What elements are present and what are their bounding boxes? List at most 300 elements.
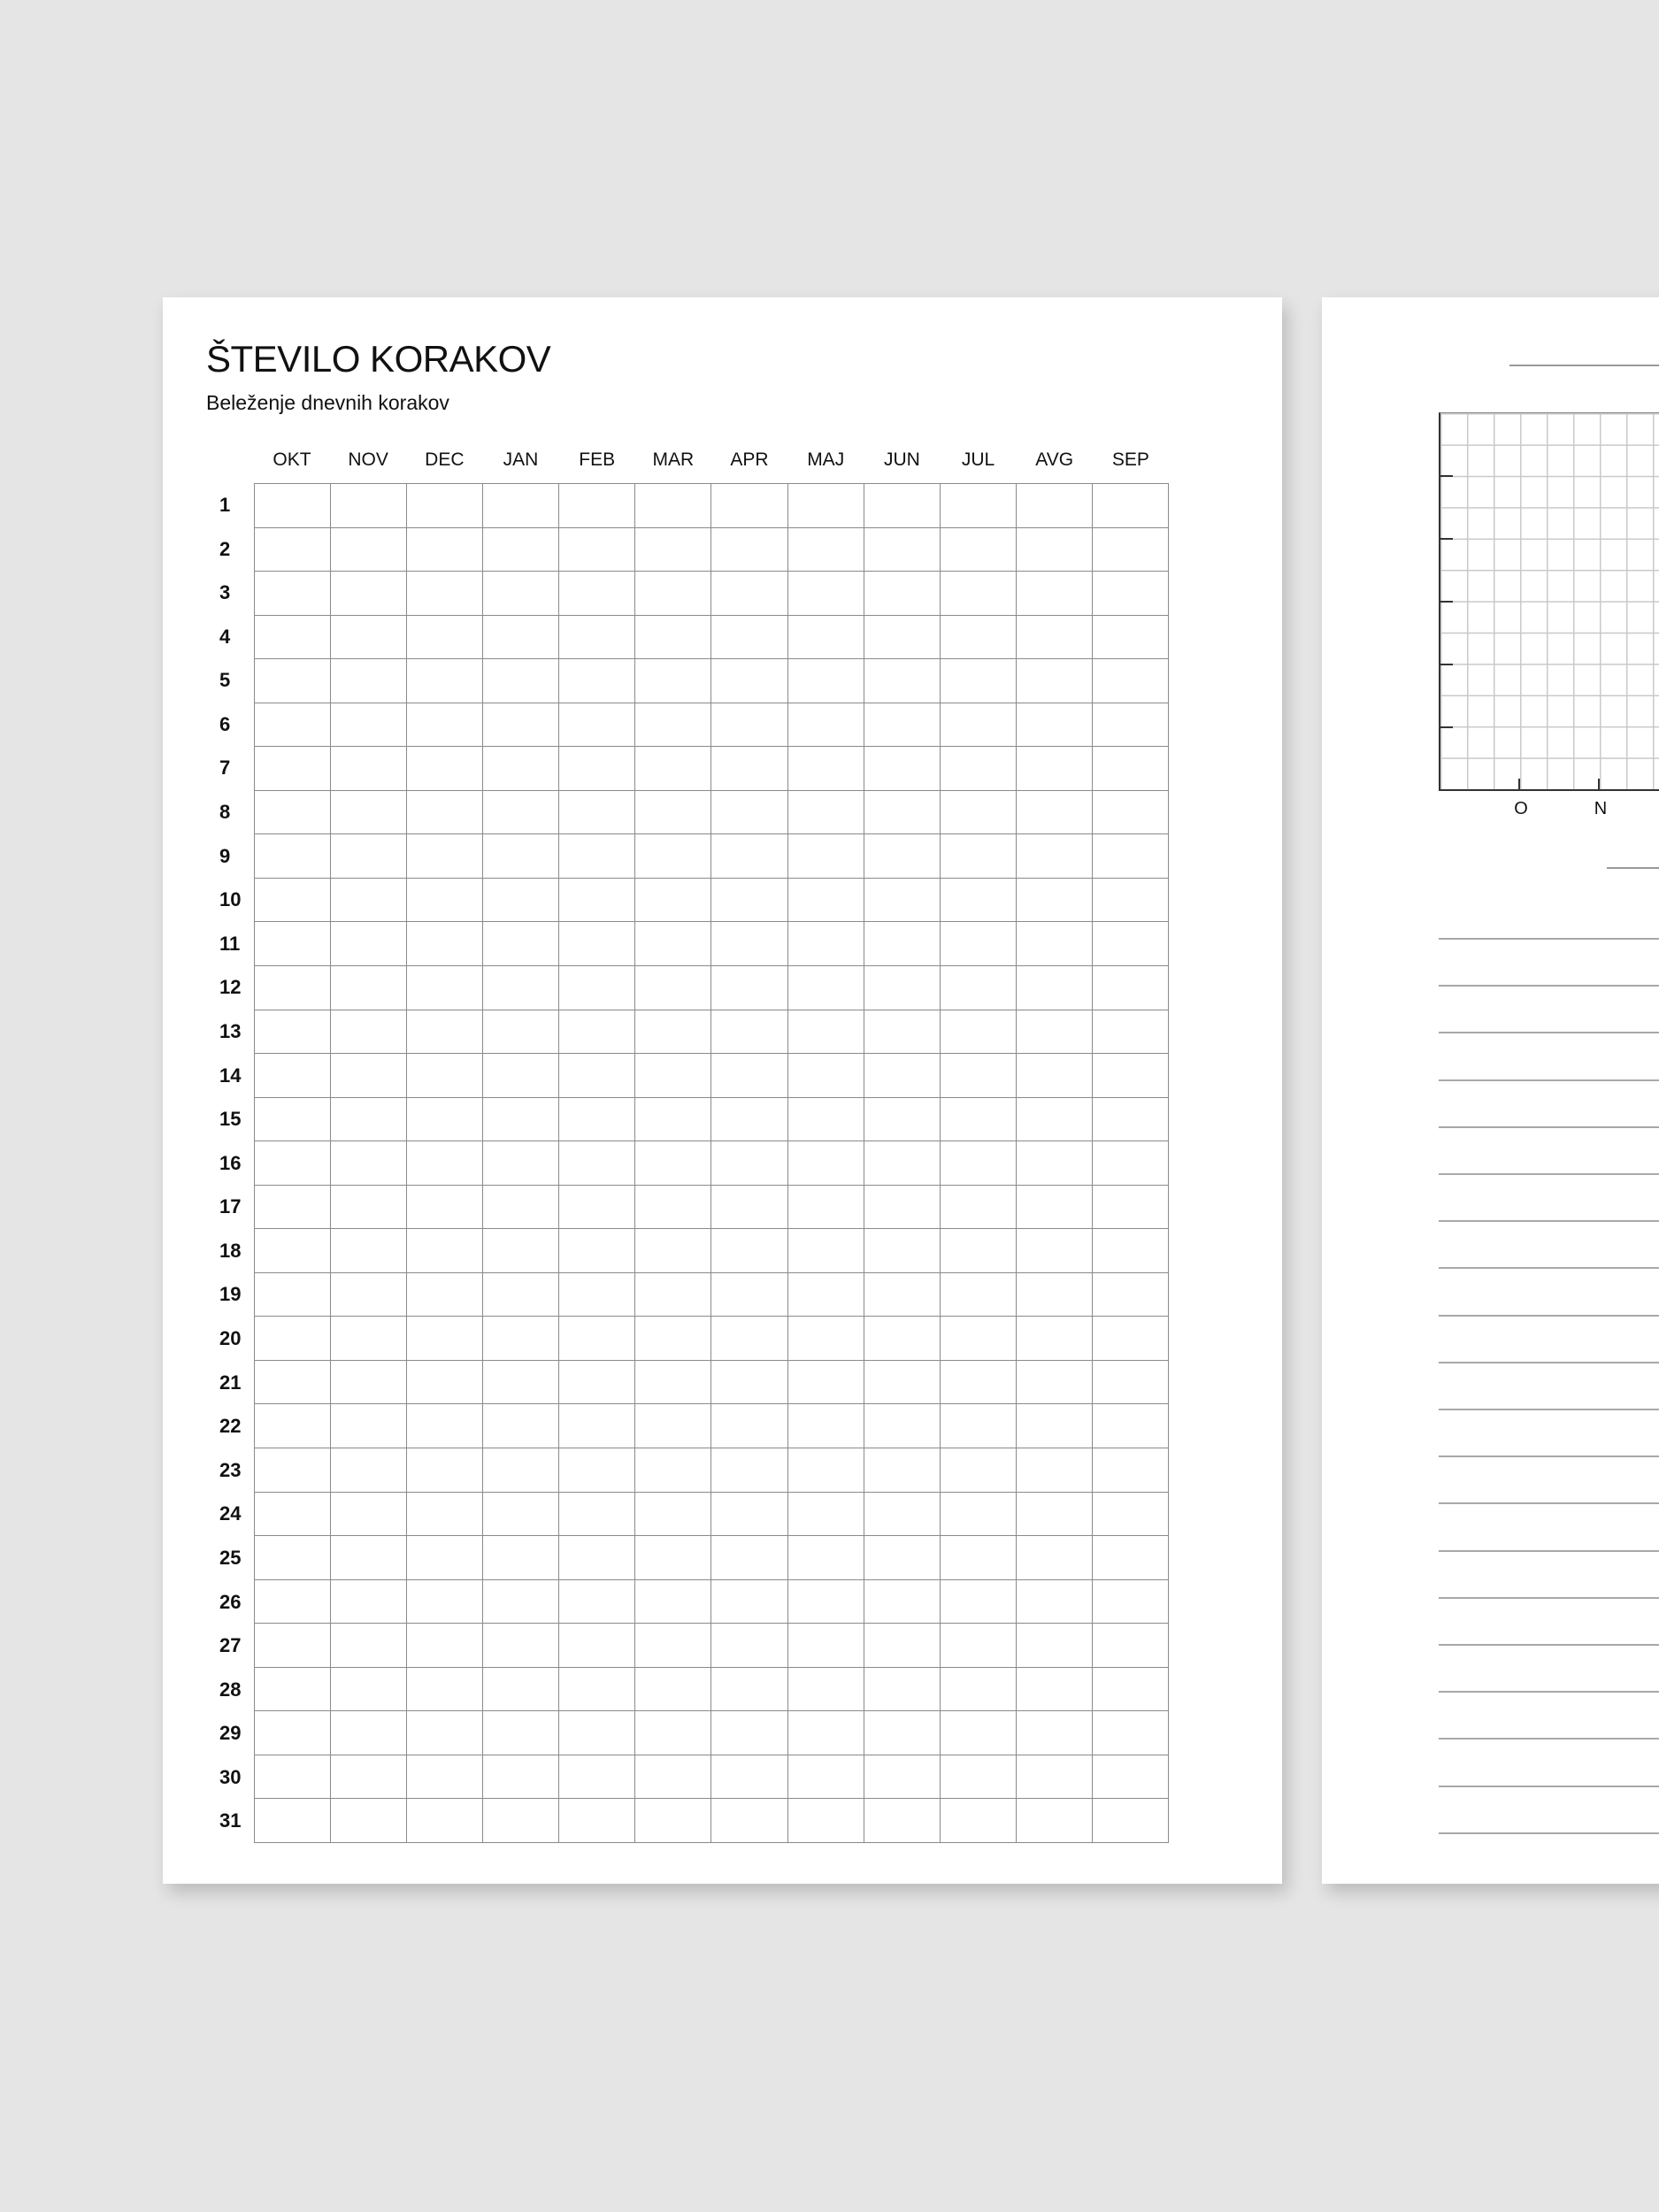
- step-cell[interactable]: [407, 790, 483, 834]
- step-cell[interactable]: [787, 527, 864, 572]
- step-cell[interactable]: [1092, 922, 1168, 966]
- step-cell[interactable]: [635, 1141, 711, 1186]
- step-cell[interactable]: [255, 527, 331, 572]
- step-cell[interactable]: [864, 1185, 940, 1229]
- note-line[interactable]: [1439, 1032, 1659, 1033]
- step-cell[interactable]: [331, 790, 407, 834]
- step-cell[interactable]: [407, 1360, 483, 1404]
- step-cell[interactable]: [787, 703, 864, 747]
- step-cell[interactable]: [407, 1097, 483, 1141]
- step-cell[interactable]: [864, 659, 940, 703]
- step-cell[interactable]: [711, 1185, 787, 1229]
- step-cell[interactable]: [711, 1536, 787, 1580]
- step-cell[interactable]: [1092, 1010, 1168, 1054]
- step-cell[interactable]: [559, 1272, 635, 1317]
- step-cell[interactable]: [635, 703, 711, 747]
- step-cell[interactable]: [940, 1624, 1016, 1668]
- step-cell[interactable]: [559, 1317, 635, 1361]
- step-cell[interactable]: [331, 1711, 407, 1755]
- step-cell[interactable]: [1092, 1097, 1168, 1141]
- note-line[interactable]: [1439, 1502, 1659, 1504]
- step-cell[interactable]: [864, 1054, 940, 1098]
- step-cell[interactable]: [1092, 1448, 1168, 1493]
- step-cell[interactable]: [407, 1536, 483, 1580]
- step-cell[interactable]: [483, 527, 559, 572]
- step-cell[interactable]: [635, 1799, 711, 1843]
- step-cell[interactable]: [255, 878, 331, 922]
- step-cell[interactable]: [787, 834, 864, 879]
- step-cell[interactable]: [864, 1097, 940, 1141]
- step-cell[interactable]: [407, 615, 483, 659]
- step-cell[interactable]: [483, 834, 559, 879]
- step-cell[interactable]: [787, 1492, 864, 1536]
- step-cell[interactable]: [407, 1711, 483, 1755]
- step-cell[interactable]: [940, 703, 1016, 747]
- step-cell[interactable]: [483, 747, 559, 791]
- step-cell[interactable]: [331, 834, 407, 879]
- step-cell[interactable]: [407, 1667, 483, 1711]
- step-cell[interactable]: [407, 1755, 483, 1799]
- note-line[interactable]: [1439, 1315, 1659, 1317]
- step-cell[interactable]: [407, 1229, 483, 1273]
- step-cell[interactable]: [787, 922, 864, 966]
- step-cell[interactable]: [483, 1229, 559, 1273]
- step-cell[interactable]: [559, 615, 635, 659]
- step-cell[interactable]: [255, 1799, 331, 1843]
- step-cell[interactable]: [787, 1755, 864, 1799]
- step-cell[interactable]: [483, 659, 559, 703]
- step-cell[interactable]: [407, 527, 483, 572]
- step-cell[interactable]: [711, 1624, 787, 1668]
- step-cell[interactable]: [787, 1360, 864, 1404]
- step-cell[interactable]: [635, 572, 711, 616]
- step-cell[interactable]: [864, 703, 940, 747]
- step-cell[interactable]: [940, 1272, 1016, 1317]
- step-cell[interactable]: [940, 1492, 1016, 1536]
- step-cell[interactable]: [483, 922, 559, 966]
- step-cell[interactable]: [331, 1799, 407, 1843]
- step-cell[interactable]: [483, 615, 559, 659]
- step-cell[interactable]: [635, 1755, 711, 1799]
- step-cell[interactable]: [331, 1141, 407, 1186]
- step-cell[interactable]: [331, 1624, 407, 1668]
- step-cell[interactable]: [787, 1404, 864, 1448]
- step-cell[interactable]: [255, 1229, 331, 1273]
- step-cell[interactable]: [559, 1492, 635, 1536]
- step-cell[interactable]: [407, 1272, 483, 1317]
- step-cell[interactable]: [940, 1097, 1016, 1141]
- step-cell[interactable]: [1016, 966, 1092, 1010]
- step-cell[interactable]: [255, 790, 331, 834]
- step-cell[interactable]: [1016, 615, 1092, 659]
- step-cell[interactable]: [1092, 1492, 1168, 1536]
- step-cell[interactable]: [407, 659, 483, 703]
- step-cell[interactable]: [407, 1404, 483, 1448]
- step-cell[interactable]: [711, 1492, 787, 1536]
- step-cell[interactable]: [864, 1624, 940, 1668]
- note-line[interactable]: [1439, 1455, 1659, 1457]
- step-cell[interactable]: [787, 659, 864, 703]
- step-cell[interactable]: [1092, 659, 1168, 703]
- note-line[interactable]: [1439, 1220, 1659, 1222]
- step-cell[interactable]: [940, 572, 1016, 616]
- step-cell[interactable]: [483, 1492, 559, 1536]
- step-cell[interactable]: [1016, 659, 1092, 703]
- step-cell[interactable]: [559, 1097, 635, 1141]
- step-cell[interactable]: [1092, 1360, 1168, 1404]
- step-cell[interactable]: [559, 1711, 635, 1755]
- step-cell[interactable]: [1016, 1404, 1092, 1448]
- step-cell[interactable]: [940, 1711, 1016, 1755]
- step-cell[interactable]: [331, 1492, 407, 1536]
- step-cell[interactable]: [331, 1667, 407, 1711]
- step-cell[interactable]: [787, 1711, 864, 1755]
- step-cell[interactable]: [483, 703, 559, 747]
- step-cell[interactable]: [255, 659, 331, 703]
- step-cell[interactable]: [635, 1711, 711, 1755]
- step-cell[interactable]: [255, 1054, 331, 1098]
- step-cell[interactable]: [255, 1317, 331, 1361]
- step-cell[interactable]: [255, 572, 331, 616]
- step-cell[interactable]: [940, 1229, 1016, 1273]
- step-cell[interactable]: [635, 1492, 711, 1536]
- note-line[interactable]: [1439, 985, 1659, 987]
- step-cell[interactable]: [1016, 1010, 1092, 1054]
- step-cell[interactable]: [483, 1141, 559, 1186]
- step-cell[interactable]: [559, 1579, 635, 1624]
- step-cell[interactable]: [255, 1492, 331, 1536]
- step-cell[interactable]: [559, 1624, 635, 1668]
- step-cell[interactable]: [255, 1185, 331, 1229]
- step-cell[interactable]: [1092, 572, 1168, 616]
- step-cell[interactable]: [255, 747, 331, 791]
- note-line[interactable]: [1439, 1644, 1659, 1646]
- step-cell[interactable]: [940, 615, 1016, 659]
- step-cell[interactable]: [331, 1272, 407, 1317]
- step-cell[interactable]: [407, 484, 483, 528]
- step-cell[interactable]: [635, 922, 711, 966]
- step-cell[interactable]: [635, 1667, 711, 1711]
- step-cell[interactable]: [635, 484, 711, 528]
- step-cell[interactable]: [940, 966, 1016, 1010]
- step-cell[interactable]: [407, 1448, 483, 1493]
- step-cell[interactable]: [711, 1799, 787, 1843]
- step-cell[interactable]: [635, 1317, 711, 1361]
- step-cell[interactable]: [483, 1272, 559, 1317]
- step-cell[interactable]: [255, 1448, 331, 1493]
- step-cell[interactable]: [940, 1448, 1016, 1493]
- step-cell[interactable]: [864, 790, 940, 834]
- step-cell[interactable]: [255, 966, 331, 1010]
- step-cell[interactable]: [407, 1054, 483, 1098]
- step-cell[interactable]: [635, 1624, 711, 1668]
- step-cell[interactable]: [559, 1799, 635, 1843]
- step-cell[interactable]: [255, 1755, 331, 1799]
- step-cell[interactable]: [940, 1317, 1016, 1361]
- step-cell[interactable]: [864, 1272, 940, 1317]
- step-cell[interactable]: [711, 703, 787, 747]
- step-cell[interactable]: [483, 1185, 559, 1229]
- note-line[interactable]: [1439, 1267, 1659, 1269]
- step-cell[interactable]: [864, 922, 940, 966]
- step-cell[interactable]: [1016, 1755, 1092, 1799]
- step-cell[interactable]: [635, 1536, 711, 1580]
- step-cell[interactable]: [635, 1229, 711, 1273]
- note-line[interactable]: [1439, 1362, 1659, 1363]
- step-cell[interactable]: [787, 1799, 864, 1843]
- step-cell[interactable]: [255, 1272, 331, 1317]
- step-cell[interactable]: [940, 1404, 1016, 1448]
- step-cell[interactable]: [1016, 703, 1092, 747]
- step-cell[interactable]: [1016, 1097, 1092, 1141]
- note-line[interactable]: [1439, 1126, 1659, 1128]
- step-cell[interactable]: [787, 1536, 864, 1580]
- step-cell[interactable]: [787, 1054, 864, 1098]
- step-cell[interactable]: [255, 834, 331, 879]
- step-cell[interactable]: [711, 1272, 787, 1317]
- step-cell[interactable]: [559, 484, 635, 528]
- step-cell[interactable]: [787, 966, 864, 1010]
- step-cell[interactable]: [940, 1185, 1016, 1229]
- step-cell[interactable]: [331, 703, 407, 747]
- step-cell[interactable]: [864, 1229, 940, 1273]
- step-cell[interactable]: [787, 790, 864, 834]
- step-cell[interactable]: [635, 878, 711, 922]
- step-cell[interactable]: [787, 1185, 864, 1229]
- step-cell[interactable]: [1016, 1579, 1092, 1624]
- step-cell[interactable]: [635, 834, 711, 879]
- step-cell[interactable]: [255, 1711, 331, 1755]
- step-cell[interactable]: [483, 572, 559, 616]
- step-cell[interactable]: [1016, 834, 1092, 879]
- step-cell[interactable]: [331, 747, 407, 791]
- step-cell[interactable]: [635, 1054, 711, 1098]
- step-cell[interactable]: [559, 1054, 635, 1098]
- step-cell[interactable]: [1016, 484, 1092, 528]
- step-cell[interactable]: [940, 484, 1016, 528]
- step-cell[interactable]: [940, 1010, 1016, 1054]
- step-cell[interactable]: [1092, 1272, 1168, 1317]
- step-cell[interactable]: [787, 1141, 864, 1186]
- step-cell[interactable]: [711, 1579, 787, 1624]
- step-cell[interactable]: [407, 1624, 483, 1668]
- note-line[interactable]: [1439, 1173, 1659, 1175]
- step-cell[interactable]: [1016, 1799, 1092, 1843]
- step-cell[interactable]: [483, 1711, 559, 1755]
- step-cell[interactable]: [1092, 1624, 1168, 1668]
- step-cell[interactable]: [407, 834, 483, 879]
- step-cell[interactable]: [635, 1360, 711, 1404]
- step-cell[interactable]: [864, 527, 940, 572]
- step-cell[interactable]: [711, 1667, 787, 1711]
- step-cell[interactable]: [711, 1010, 787, 1054]
- step-cell[interactable]: [635, 1448, 711, 1493]
- step-cell[interactable]: [1092, 615, 1168, 659]
- step-cell[interactable]: [407, 1185, 483, 1229]
- step-cell[interactable]: [407, 1141, 483, 1186]
- step-cell[interactable]: [1092, 1799, 1168, 1843]
- step-cell[interactable]: [1092, 1579, 1168, 1624]
- step-cell[interactable]: [940, 1799, 1016, 1843]
- step-cell[interactable]: [407, 747, 483, 791]
- step-cell[interactable]: [483, 1755, 559, 1799]
- step-cell[interactable]: [1092, 1711, 1168, 1755]
- step-cell[interactable]: [483, 1097, 559, 1141]
- step-cell[interactable]: [940, 1579, 1016, 1624]
- step-cell[interactable]: [559, 1185, 635, 1229]
- step-cell[interactable]: [559, 1448, 635, 1493]
- step-cell[interactable]: [1092, 703, 1168, 747]
- step-cell[interactable]: [787, 1229, 864, 1273]
- step-cell[interactable]: [787, 1317, 864, 1361]
- step-cell[interactable]: [331, 615, 407, 659]
- note-line[interactable]: [1439, 1691, 1659, 1693]
- step-cell[interactable]: [1016, 1360, 1092, 1404]
- step-cell[interactable]: [711, 1097, 787, 1141]
- step-cell[interactable]: [1092, 790, 1168, 834]
- step-cell[interactable]: [331, 1010, 407, 1054]
- step-cell[interactable]: [787, 1448, 864, 1493]
- step-cell[interactable]: [255, 1624, 331, 1668]
- step-cell[interactable]: [940, 1755, 1016, 1799]
- step-cell[interactable]: [940, 1360, 1016, 1404]
- step-cell[interactable]: [1092, 747, 1168, 791]
- step-cell[interactable]: [787, 1097, 864, 1141]
- step-cell[interactable]: [635, 1097, 711, 1141]
- step-cell[interactable]: [559, 1667, 635, 1711]
- step-cell[interactable]: [635, 790, 711, 834]
- step-cell[interactable]: [1016, 572, 1092, 616]
- step-cell[interactable]: [864, 1711, 940, 1755]
- step-cell[interactable]: [1016, 790, 1092, 834]
- step-cell[interactable]: [483, 790, 559, 834]
- step-cell[interactable]: [559, 1404, 635, 1448]
- step-cell[interactable]: [331, 878, 407, 922]
- step-cell[interactable]: [864, 572, 940, 616]
- step-cell[interactable]: [635, 1404, 711, 1448]
- step-cell[interactable]: [940, 878, 1016, 922]
- step-cell[interactable]: [483, 1404, 559, 1448]
- step-cell[interactable]: [559, 572, 635, 616]
- step-cell[interactable]: [331, 1448, 407, 1493]
- step-cell[interactable]: [407, 1579, 483, 1624]
- step-cell[interactable]: [711, 615, 787, 659]
- step-cell[interactable]: [255, 1667, 331, 1711]
- step-cell[interactable]: [483, 1536, 559, 1580]
- step-cell[interactable]: [635, 527, 711, 572]
- step-cell[interactable]: [255, 1404, 331, 1448]
- step-cell[interactable]: [864, 1404, 940, 1448]
- step-cell[interactable]: [255, 1141, 331, 1186]
- step-cell[interactable]: [331, 659, 407, 703]
- note-line[interactable]: [1439, 1832, 1659, 1834]
- step-cell[interactable]: [940, 527, 1016, 572]
- note-line[interactable]: [1439, 1597, 1659, 1599]
- step-cell[interactable]: [711, 878, 787, 922]
- step-cell[interactable]: [711, 1054, 787, 1098]
- step-cell[interactable]: [331, 484, 407, 528]
- step-cell[interactable]: [1016, 1624, 1092, 1668]
- step-cell[interactable]: [787, 615, 864, 659]
- step-cell[interactable]: [1016, 527, 1092, 572]
- step-cell[interactable]: [864, 1010, 940, 1054]
- step-cell[interactable]: [1092, 1536, 1168, 1580]
- step-cell[interactable]: [483, 1667, 559, 1711]
- step-cell[interactable]: [940, 834, 1016, 879]
- step-cell[interactable]: [711, 1404, 787, 1448]
- step-cell[interactable]: [331, 1054, 407, 1098]
- step-cell[interactable]: [711, 659, 787, 703]
- step-cell[interactable]: [559, 747, 635, 791]
- step-cell[interactable]: [559, 1755, 635, 1799]
- step-cell[interactable]: [559, 659, 635, 703]
- step-cell[interactable]: [483, 1054, 559, 1098]
- step-cell[interactable]: [940, 747, 1016, 791]
- step-cell[interactable]: [407, 572, 483, 616]
- step-cell[interactable]: [1016, 1492, 1092, 1536]
- step-cell[interactable]: [407, 1492, 483, 1536]
- step-cell[interactable]: [940, 790, 1016, 834]
- step-cell[interactable]: [407, 878, 483, 922]
- step-cell[interactable]: [483, 1010, 559, 1054]
- step-cell[interactable]: [331, 1185, 407, 1229]
- step-cell[interactable]: [711, 1448, 787, 1493]
- step-cell[interactable]: [940, 1536, 1016, 1580]
- note-line[interactable]: [1439, 1738, 1659, 1740]
- step-cell[interactable]: [407, 1799, 483, 1843]
- step-cell[interactable]: [1016, 1185, 1092, 1229]
- step-cell[interactable]: [864, 484, 940, 528]
- step-cell[interactable]: [483, 966, 559, 1010]
- step-cell[interactable]: [559, 878, 635, 922]
- step-cell[interactable]: [1016, 1272, 1092, 1317]
- step-cell[interactable]: [787, 572, 864, 616]
- step-cell[interactable]: [331, 966, 407, 1010]
- step-cell[interactable]: [1016, 1141, 1092, 1186]
- note-line[interactable]: [1439, 1786, 1659, 1787]
- step-cell[interactable]: [483, 1624, 559, 1668]
- step-cell[interactable]: [331, 1536, 407, 1580]
- step-cell[interactable]: [483, 1360, 559, 1404]
- step-cell[interactable]: [255, 1579, 331, 1624]
- step-cell[interactable]: [864, 615, 940, 659]
- step-cell[interactable]: [331, 572, 407, 616]
- step-cell[interactable]: [255, 922, 331, 966]
- step-cell[interactable]: [1016, 747, 1092, 791]
- step-cell[interactable]: [1092, 1404, 1168, 1448]
- step-cell[interactable]: [255, 615, 331, 659]
- step-cell[interactable]: [635, 1272, 711, 1317]
- step-cell[interactable]: [559, 1141, 635, 1186]
- step-cell[interactable]: [483, 1799, 559, 1843]
- step-cell[interactable]: [940, 1054, 1016, 1098]
- step-cell[interactable]: [1092, 834, 1168, 879]
- step-cell[interactable]: [940, 1141, 1016, 1186]
- step-cell[interactable]: [864, 1317, 940, 1361]
- step-cell[interactable]: [711, 1317, 787, 1361]
- step-cell[interactable]: [711, 1711, 787, 1755]
- step-cell[interactable]: [1016, 922, 1092, 966]
- step-cell[interactable]: [331, 922, 407, 966]
- step-cell[interactable]: [559, 834, 635, 879]
- step-cell[interactable]: [864, 747, 940, 791]
- step-cell[interactable]: [1016, 1711, 1092, 1755]
- step-cell[interactable]: [1092, 1141, 1168, 1186]
- step-cell[interactable]: [635, 966, 711, 1010]
- step-cell[interactable]: [635, 1579, 711, 1624]
- step-cell[interactable]: [1016, 878, 1092, 922]
- step-cell[interactable]: [864, 1492, 940, 1536]
